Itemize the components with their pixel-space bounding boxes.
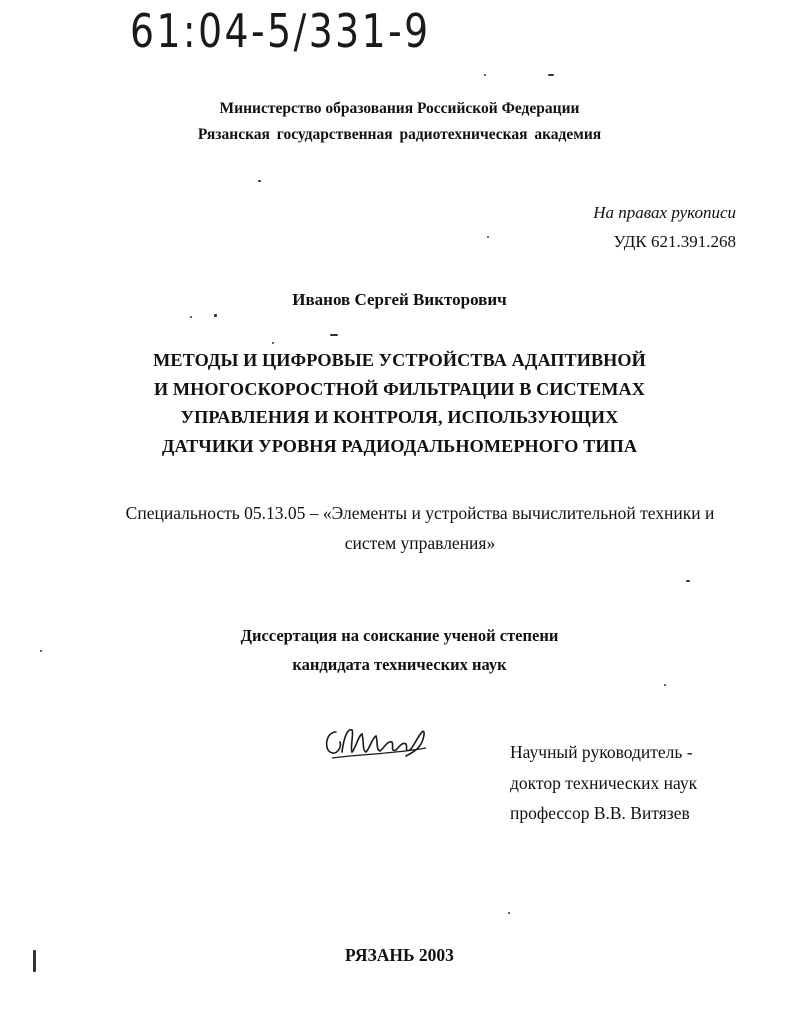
supervisor-degree: доктор технических наук <box>510 772 698 793</box>
supervisor-name: профессор В.В. Витязев <box>510 803 690 823</box>
scan-speck <box>190 316 192 318</box>
handwritten-signature <box>322 718 434 762</box>
degree-line: Диссертация на соискание ученой степени <box>240 626 559 645</box>
ministry-line: Министерство образования Российской Федерации <box>219 100 580 117</box>
supervisor-block <box>510 737 697 829</box>
city-year: РЯЗАНЬ 2003 <box>345 945 454 965</box>
title-line: ДАТЧИКИ УРОВНЯ РАДИОДАЛЬНОМЕРНОГО ТИПА <box>161 435 638 456</box>
scan-speck <box>40 650 42 652</box>
scan-speck <box>508 912 510 914</box>
specialty-text <box>95 498 745 558</box>
scan-speck <box>258 180 261 182</box>
scan-speck <box>548 74 554 76</box>
academy-line: Рязанская государственная радиотехническая академия <box>197 126 602 143</box>
manuscript-rights-label: На правах рукописи <box>593 203 736 222</box>
degree-statement <box>0 621 799 679</box>
title-line: УПРАВЛЕНИЯ И КОНТРОЛЯ, ИСПОЛЬЗУЮЩИХ <box>180 407 619 427</box>
udk-code: УДК 621.391.268 <box>613 232 736 251</box>
scan-speck <box>487 236 489 238</box>
scan-speck <box>686 580 690 582</box>
scan-speck <box>484 74 486 76</box>
handwritten-archive-number: 61:04-5/331-9 <box>130 4 431 58</box>
scan-speck <box>272 342 274 344</box>
degree-line: кандидата технических наук <box>292 655 507 674</box>
scan-speck <box>330 334 338 336</box>
specialty-line: систем управления» <box>344 533 496 553</box>
scan-mark <box>33 950 36 972</box>
supervisor-role: Научный руководитель - <box>510 742 693 762</box>
title-line: И МНОГОСКОРОСТНОЙ ФИЛЬТРАЦИИ В СИСТЕМАХ <box>154 378 645 399</box>
dissertation-title <box>0 346 799 460</box>
author-name: Иванов Сергей Викторович <box>292 290 507 309</box>
title-line: МЕТОДЫ И ЦИФРОВЫЕ УСТРОЙСТВА АДАПТИВНОЙ <box>153 350 646 370</box>
scan-speck <box>664 684 666 686</box>
specialty-line: Специальность 05.13.05 – «Элементы и устройства вычислительной техники и <box>125 503 715 523</box>
scan-speck <box>214 314 217 317</box>
